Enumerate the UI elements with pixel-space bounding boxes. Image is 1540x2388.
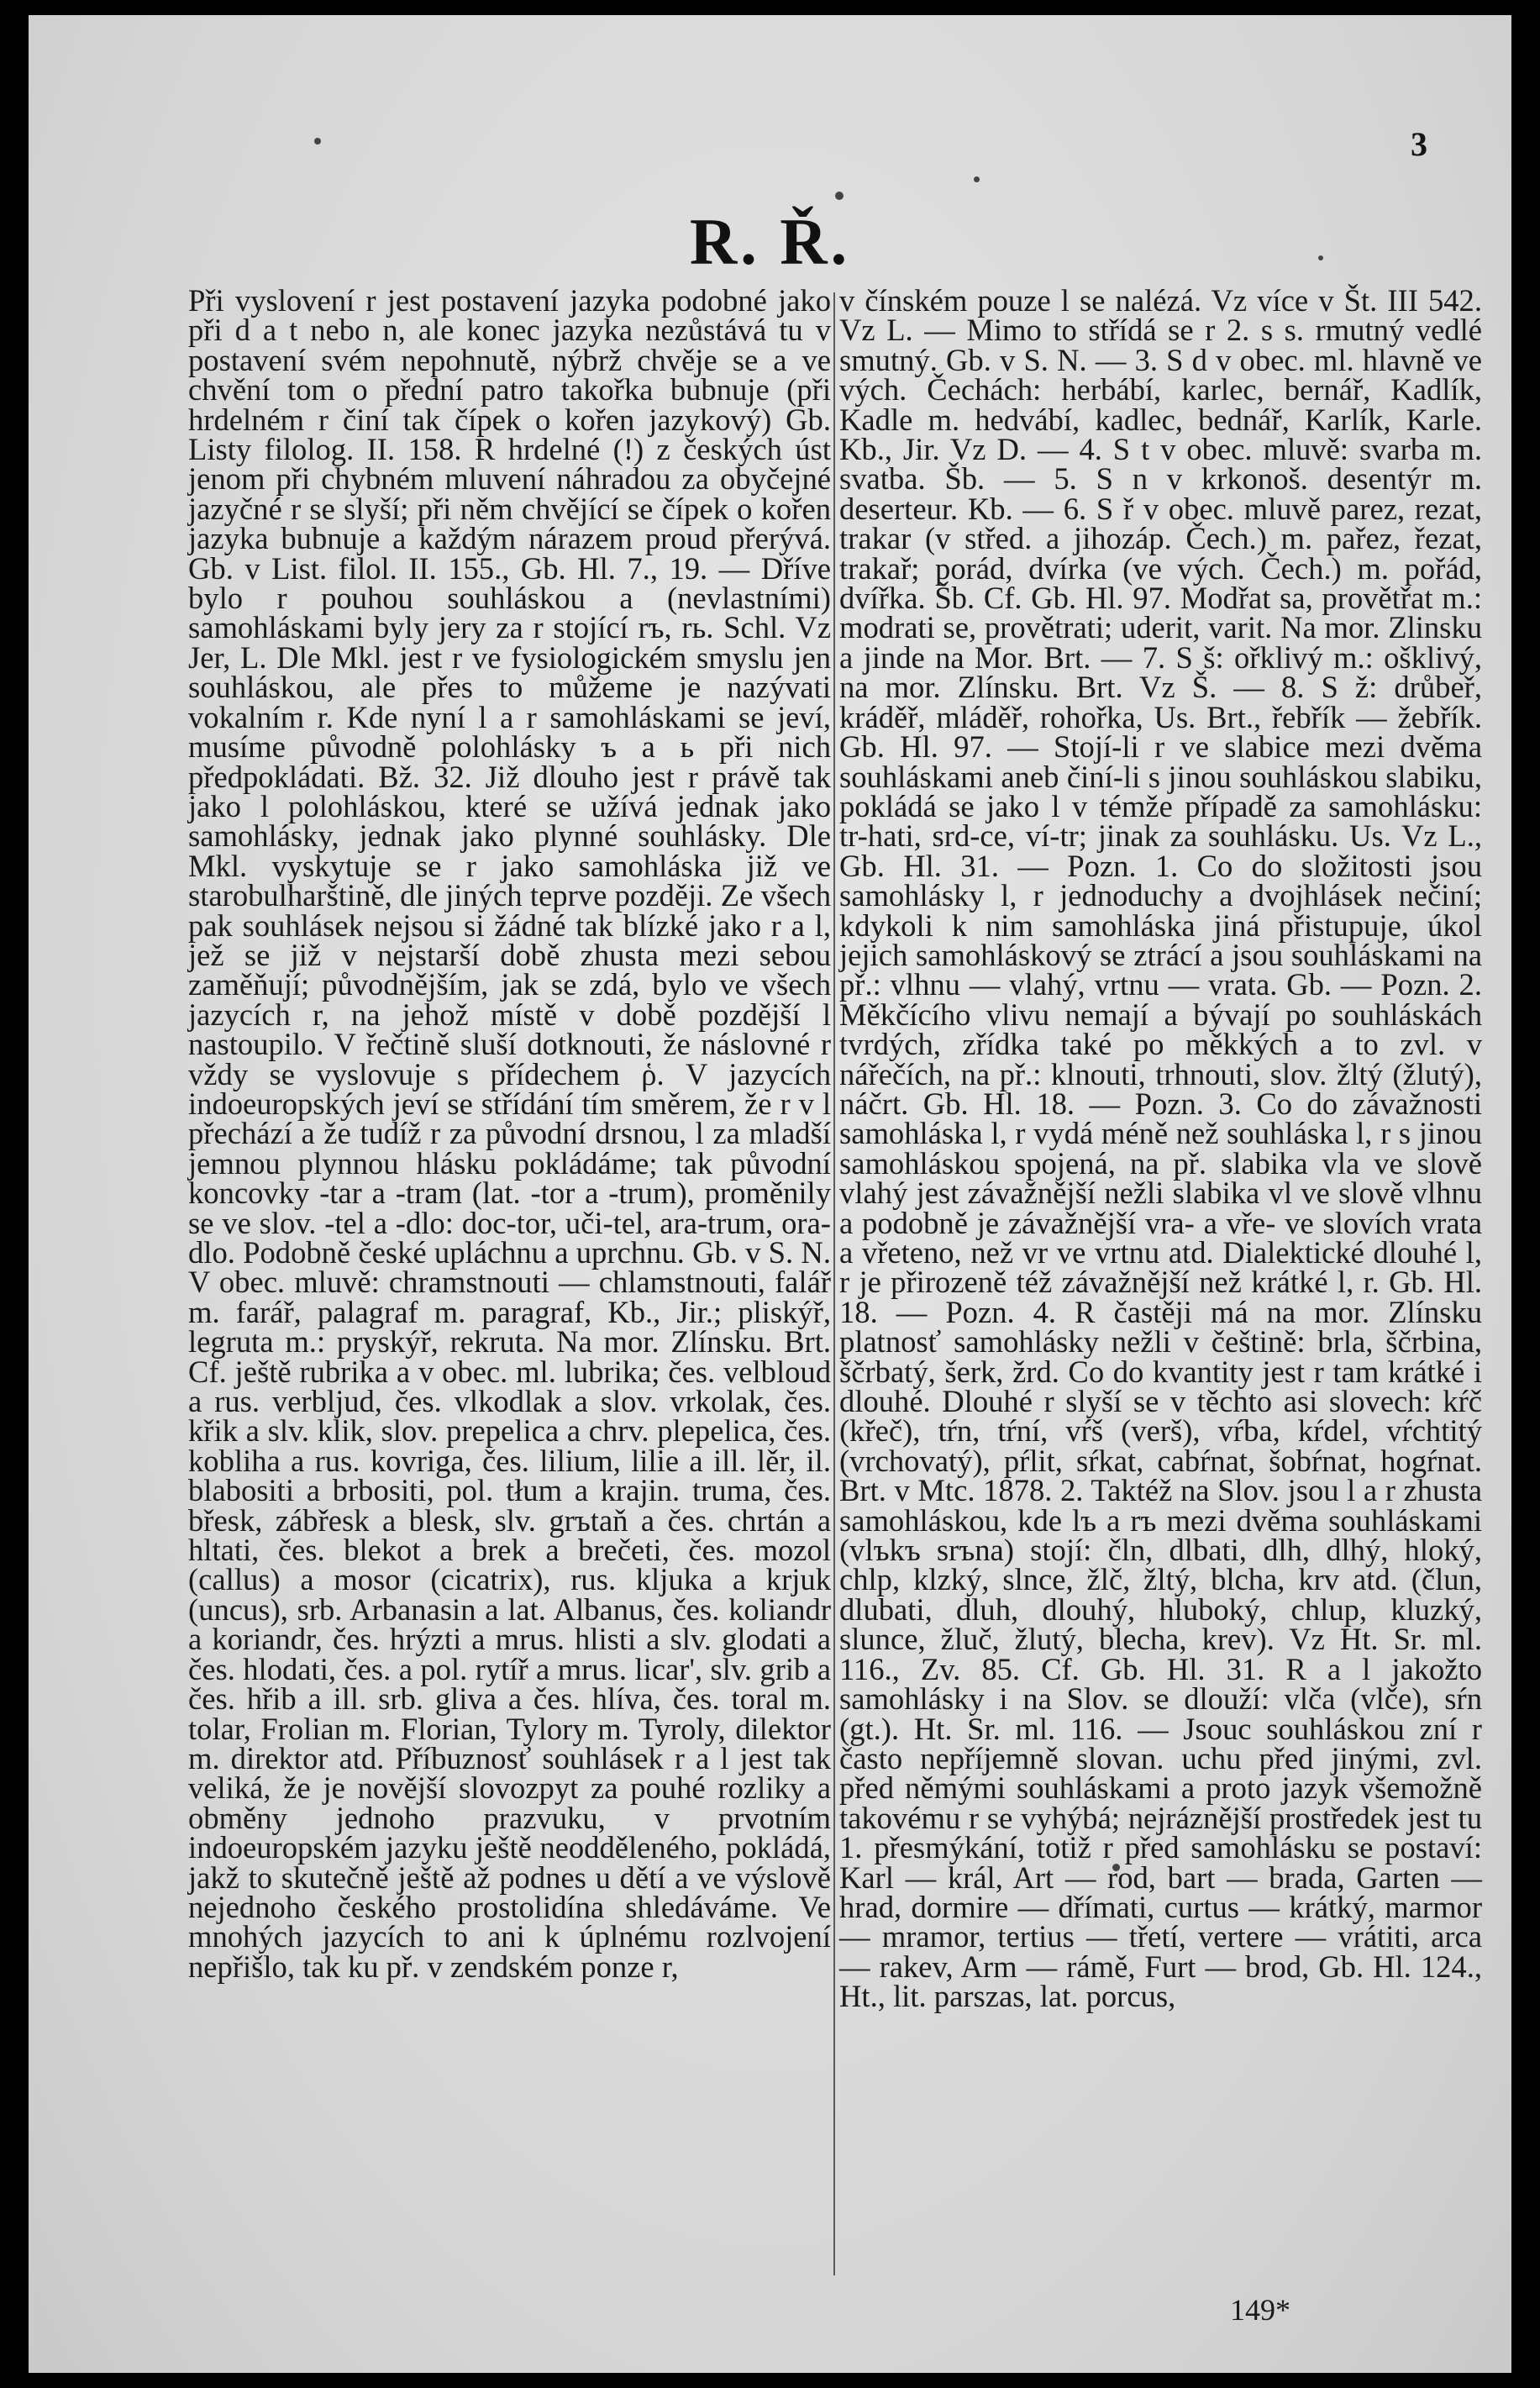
speck-mark bbox=[835, 192, 844, 200]
right-column bbox=[839, 283, 1482, 2302]
page-number: 3 bbox=[1411, 125, 1427, 163]
left-column bbox=[188, 283, 831, 2302]
left-column-text: Při vyslovení r jest postavení jazyka podobné jako při d a t nebo n, ale konec jazyka nezůstává tu v postavení svém nepohnutě, nýbrž chvěje se a ve chvění tom o přední patro takořka bubnuje (při hrdelném r činí tak čípek o kořen jazykový) Gb. Listy filolog. II. 158. R hrdelné (!) z českých úst jenom při chybném mluvení náhradou za obyčejné jazyčné r se slyší; při něm chvějící se čípek o kořen jazyka bubnuje a každým nárazem proud přerývá. Gb. v List. filol. II. 155., Gb. Hl. 7., 19. — Dříve bylo r pouhou souhláskou a (nevlastními) samohláskami byly jery za r stojící rъ, rь. Schl. Vz Jer, L. Dle Mkl. jest r ve fysiologickém smyslu jen souhláskou, ale přes to můžeme je nazývati vokalním r. Kde nyní l a r samohláskami se jeví, musíme původně polohlásky ъ a ь při nich předpokládati. Bž. 32. Již dlouho jest r právě tak jako l polohláskou, které se užívá jednak jako samohlásky, jednak jako plynné souhlásky. Dle Mkl. vyskytuje se r jako samohláska již ve starobulharštině, dle jiných teprve později. Ze všech pak souhlásek nejsou si žádné tak blízké jako r a l, jež se již v nejstarší době zhusta mezi sebou zaměňují; původnějším, jak se zdá, bylo ve všech jazycích r, na jehož místě v době pozdější l nastoupilo. V řečtině sluší dotknouti, že náslovné r vždy se vyslovuje s přídechem ῥ. V jazycích indoeuropských jeví se střídání tím směrem, že r v l přechází a že tudíž r za původní drsnou, l za mladší jemnou plynnou hlásku pokládáme; tak původní koncovky -tar a -tram (lat. -tor a -trum), proměnily se ve slov. -tel a -dlo: doc-tor, uči-tel, ara-trum, ora-dlo. Podobně české upláchnu a uprchnu. Gb. v S. N. V obec. mluvě: chramstnouti — chlamstnouti, falář m. farář, palagraf m. paragraf, Kb., Jir.; pliskýř, legruta m.: pryskýř, rekruta. Na mor. Zlínsku. Brt. Cf. ještě rubrika a v obec. ml. lubrika; čes. velbloud a rus. verbljud, čes. vlkodlak a slov. vrkolak, čes. křik a slv. klik, slov. prepelica a chrv. plepelica, čes. kobliha a rus. kovriga, čes. lilium, lilie a ill. lěr, il. blabositi a brbositi, pol. tłum a krajin. truma, čes. břesk, zábřesk a blesk, slv. grъtaň a čes. chrtán a hltati, čes. blekot a brek a brečeti, čes. mozol (callus) a mosor (cicatrix), rus. kljuka a krjuk (uncus), srb. Arbanasin a lat. Albanus, čes. koliandr a koriandr, čes. hrýzti a mrus. hlisti a slv. glodati a čes. hlodati, čes. a pol. rytíř a mrus. licar', slv. grib a čes. hřib a ill. srb. gliva a čes. hlíva, čes. toral m. tolar, Frolian m. Florian, Tylory m. Tyroly, dilektor m. direktor atd. Příbuznosť souhlásek r a l jest tak veliká, že je novější slovozpyt za pouhé rozliky a obměny jednoho prazvuku, v prvotním indoeuropském jazyku ještě neodděleného, pokládá, jakž to skutečně ještě až podnes u dětí a ve výslově nejednoho českého prostolidína shledáváme. Ve mnohých jazycích to ani k úplnému rozlvojení nepřišlo, tak ku př. v zendském ponze r, bbox=[188, 283, 831, 1984]
scanned-page bbox=[29, 15, 1511, 2373]
signature-mark: 149* bbox=[1230, 2293, 1290, 2327]
right-column-text: v čínském pouze l se nalézá. Vz více v Št. III 542. Vz L. — Mimo to střídá se r 2. s s. rmutný vedlé smutný. Gb. v S. N. — 3. S d v obec. ml. hlavně ve vých. Čechách: herbábí, karlec, bernář, Kadlík, Kadle m. hedvábí, kadlec, bednář, Karlík, Karle. Kb., Jir. Vz D. — 4. S t v obec. mluvě: svarba m. svatba. Šb. — 5. S n v krkonoš. desentýr m. deserteur. Kb. — 6. S ř v obec. mluvě parez, rezat, trakar (v střed. a jihozáp. Čech.) m. pařez, řezat, trakař; porád, dvírka (ve vých. Čech.) m. pořád, dvířka. Šb. Cf. Gb. Hl. 97. Modřat sa, provětřat m.: modrati se, provětrati; uderit, varit. Na mor. Zlinsku a jinde na Mor. Brt. — 7. S š: ořklivý m.: ošklivý, na mor. Zlínsku. Brt. Vz Š. — 8. S ž: drůbeř, kráděř, mláděř, rohořka, Us. Brt., řebřík — žebřík. Gb. Hl. 97. — Stojí-li r ve slabice mezi dvěma souhláskami aneb činí-li s jinou souhláskou slabiku, pokládá se jako l v témže případě za samohlásku: tr-hati, srd-ce, ví-tr; jinak za souhlásku. Us. Vz L., Gb. Hl. 31. — Pozn. 1. Co do složitosti jsou samohlásky l, r jednoduchy a dvojhlásek nečiní; kdykoli k nim samohláska jiná přistupuje, úkol jejich samohláskový se ztrácí a jsou souhláskami na př.: vlhnu — vlahý, vrtnu — vrata. Gb. — Pozn. 2. Měkčícího vlivu nemají a bývají po souhláskách tvrdých, zřídka také po měkkých a to zvl. v nářečích, na př.: klnouti, trhnouti, slov. žltý (žlutý), náčrt. Gb. Hl. 18. — Pozn. 3. Co do závažnosti samohláska l, r vydá méně než souhláska l, r s jinou samohláskou spojená, na př. slabika vla ve slově vlahý jest závažnější nežli slabika vl ve slově vlhnu a podobně je závažnější vra- a vře- ve slovích vrata a vřeteno, než vr ve vrtnu atd. Dialektické dlouhé l, r je přirozeně též závažnější než krátké l, r. Gb. Hl. 18. — Pozn. 4. R častěji má na mor. Zlínsku platnosť samohlásky nežli v češtině: brla, ščrbina, ščrbatý, šerk, žrd. Co do kvantity jest r tam krátké i dlouhé. Dlouhé r slyší se v těchto asi slovech: kŕč (křeč), tŕn, tŕní, vŕš (verš), vŕba, kŕdel, vŕchtitý (vrchovatý), pŕlit, sŕkat, cabŕnat, šobŕnat, hogŕnat. Brt. v Mtc. 1878. 2. Taktéž na Slov. jsou l a r zhusta samohláskou, kde lъ a rъ mezi dvěma souhláskami (vlъkъ srъna) stojí: čln, dlbati, dlh, dlhý, hloký, chlp, klzký, slnce, žlč, žltý, blcha, krv atd. (člun, dlubati, dluh, dlouhý, hluboký, chlup, kluzký, slunce, žluč, žlutý, blecha, krev). Vz Ht. Sr. ml. 116., Zv. 85. Cf. Gb. Hl. 31. R a l jakožto samohlásky i na Slov. se dlouží: vlča (vlče), sŕn (gt.). Ht. Sr. ml. 116. — Jsouc souhláskou zní r často nepříjemně slovan. uchu před jinými, zvl. před němými souhláskami a proto jazyk všemožně takovému r se vyhýbá; nejráznější prostředek jest tu 1. přesmýkání, totiž r před samohlásku se postaví: Karl — král, Art — rod, bart — brada, Garten — hrad, dormire — dřímati, curtus — krátký, marmor — mramor, tertius — třetí, vertere — vrátiti, arca — rakev, Arm — rámě, Furt — brod, Gb. Hl. 124., Ht., lit. parszas, lat. porcus, bbox=[839, 283, 1482, 2014]
speck-mark bbox=[974, 176, 980, 182]
speck-mark bbox=[314, 138, 321, 145]
page-title: R. Ř. bbox=[689, 205, 851, 278]
column-divider bbox=[833, 292, 835, 2275]
